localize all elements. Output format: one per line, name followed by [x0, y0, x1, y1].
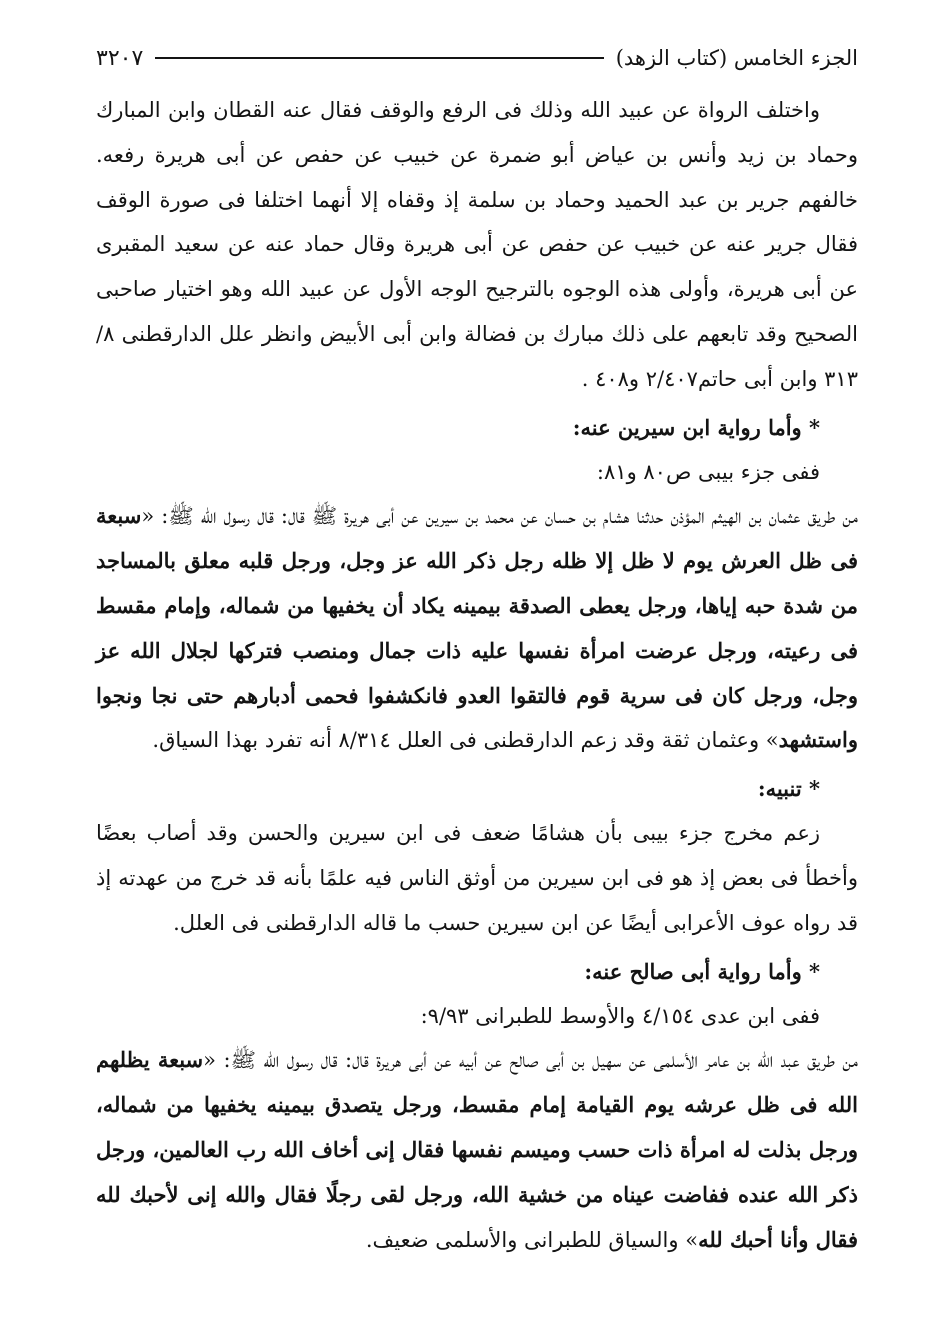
page-number: ٣٢٠٧	[96, 45, 144, 71]
source-line-ibn-adi: ففى ابن عدى ٤/١٥٤ والأوسط للطبرانى ٩/٩٣:	[420, 1003, 820, 1028]
hadith-quote: سبعة يظلهم الله فى ظل عرشه يوم القيامة إمام مقسط، ورجل يتصدق بيمينه يخفيها من شماله، ورجل بذلت له امرأة ذات حسب وميسم نفسها فقال إنى أخاف الله رب العالمين، ورجل ذكر الله عنده ففاضت عيناه من خشية الله، ورجل لقى رجلًا فقال والله إنى لأحبك لله فقال وأنا أحبك لله	[96, 1047, 858, 1252]
hadith-quote: سبعة فى ظل العرش يوم لا ظل إلا ظله رجل ذكر الله عز وجل، ورجل قلبه معلق بالمساجد من شدة حبه إياها، ورجل يعطى الصدقة بيمينه يكاد أن يخفيها من شماله، وإمام مقسط فى رعيته، ورجل عرضت امرأة نفسها عليه ذات جمال ومنصب فتركها لجلال الله عز وجل، ورجل كان فى سرية قوم فالتقوا العدو فانكشفوا فحمى أدبارهم حتى نجا ونجوا واستشهد	[96, 503, 858, 753]
header-rule	[155, 57, 603, 59]
hadith-outro: » وعثمان ثقة وقد زعم الدارقطنى فى العلل ٨/٣١٤ أنه تفرد بهذا السياق.	[152, 728, 779, 753]
hadith-intro: من طريق عبد الله بن عامر الأسلمى عن سهيل بن أبى صالح عن أبيه عن أبى هريرة قال: قال رسول الله ﷺ: «	[203, 1048, 858, 1073]
paragraph-narrators-disagreement: واختلف الرواة عن عبيد الله وذلك فى الرفع والوقف فقال عنه القطان وابن المبارك وحماد بن زيد وأنس بن عياض أبو ضمرة عن خبيب عن حفص عن أبى هريرة رفعه. خالفهم جرير بن عبد الحميد وحماد بن سلمة إذ وقفاه إلا أنهما اختلفا فى صورة الوقف فقال جرير عنه عن خبيب عن حفص عن أبى هريرة وقال حماد عنه عن سعيد المقبرى عن أبى هريرة، وأولى هذه الوجوه بالترجيح الوجه الأول عن عبيد الله وهو اختيار صاحبى الصحيح وقد تابعهم على ذلك مبارك بن فضالة وابن أبى الأبيض وانظر علل الدارقطنى ٨/ ٣١٣ وابن أبى حاتم٢/٤٠٧ و٤٠٨ .	[96, 98, 858, 391]
hadith-outro: » والسياق للطبرانى والأسلمى ضعيف.	[365, 1227, 699, 1252]
source-line-juz-bibi: ففى جزء بيبى ص٨٠ و٨١:	[596, 459, 820, 484]
page-body	[96, 88, 858, 1262]
paragraph-ibn-sirin-hadith	[96, 494, 858, 763]
running-head: الجزء الخامس (كتاب الزهد)	[615, 46, 858, 70]
section-heading-abu-salih: * وأما رواية أبى صالح عنه:	[584, 958, 820, 984]
paragraph-note: زعم مخرج جزء بيبى بأن هشامًا ضعف فى ابن سيرين والحسن وقد أصاب بعضًا وأخطأ فى بعض إذ هو فى ابن سيرين من أوثق الناس فيه علمًا بأنه قد خرج من عهدته إذ قد رواه عوف الأعرابى أيضًا عن ابن سيرين حسب ما قاله الدارقطنى فى العلل.	[96, 821, 858, 935]
page-header	[96, 36, 858, 80]
section-heading-ibn-sirin: * وأما رواية ابن سيرين عنه:	[572, 414, 820, 440]
section-heading-note: * تنبيه:	[757, 776, 820, 802]
paragraph-abu-salih-hadith	[96, 1038, 858, 1262]
hadith-intro: من طريق عثمان بن الهيثم المؤذن حدثنا هشام بن حسان عن محمد بن سيرين عن أبى هريرة ﷺ قال: قال رسول الله ﷺ: «	[141, 504, 858, 529]
